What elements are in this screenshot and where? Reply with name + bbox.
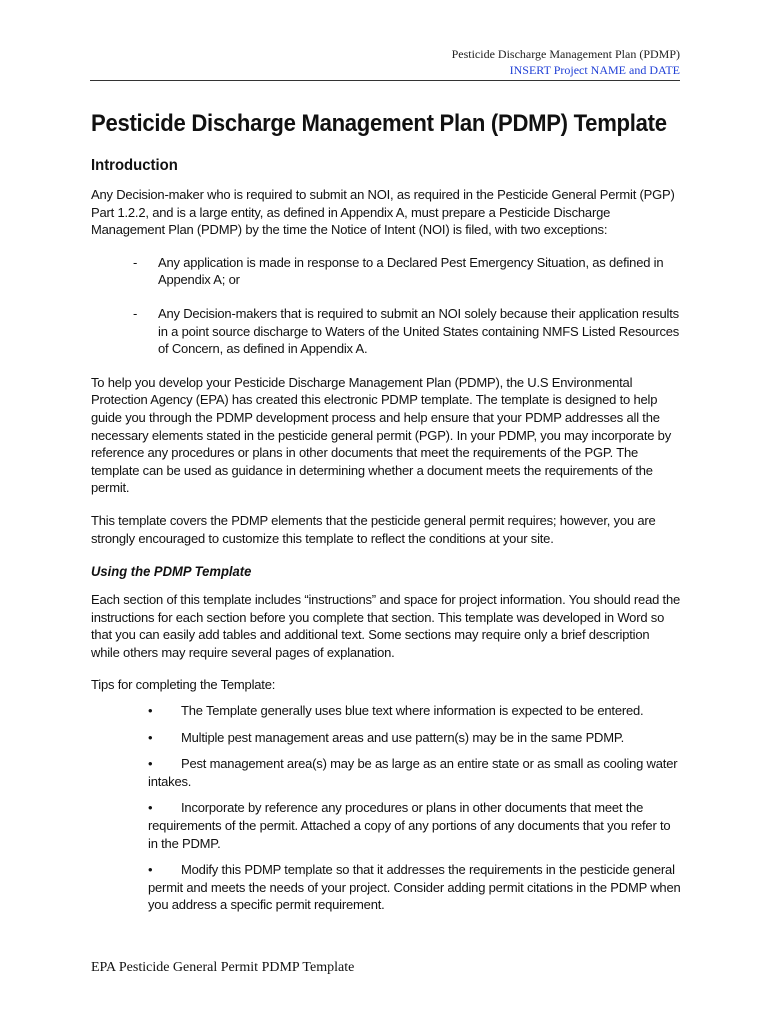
list-item <box>91 254 681 289</box>
bullet-marker: • <box>148 756 153 772</box>
using-template-paragraph: Each section of this template includes “instructions” and space for project information. You should read the instructions for each section before you complete that section. This template was developed in Word so that you can easily add tables and additional text. Some sections may require only a brief description while others may require several pages of explanation. <box>91 592 681 660</box>
template-coverage-paragraph: This template covers the PDMP elements that the pesticide general permit requires; however, you are strongly encouraged to customize this template to reflect the conditions at your site. <box>91 512 656 546</box>
document-body <box>91 106 681 923</box>
exceptions-list <box>91 254 681 358</box>
tips-intro: Tips for completing the Template: <box>91 677 276 693</box>
tip-text: Modify this PDMP template so that it addresses the requirements in the pesticide general permit and meets the needs of your project. Consider adding permit citations in the PDMP when you address a specific permit requirement. <box>148 862 681 913</box>
bullet-marker: • <box>148 729 153 745</box>
exception-text: Any application is made in response to a Declared Pest Emergency Situation, as defined in Appendix A; or <box>158 254 664 288</box>
document-title: Pesticide Discharge Management Plan (PDMP) Template <box>91 110 667 137</box>
header-plan-title: Pesticide Discharge Management Plan (PDMP) <box>451 47 680 61</box>
page-footer: EPA Pesticide General Permit PDMP Template <box>91 960 355 975</box>
template-purpose-paragraph: To help you develop your Pesticide Discharge Management Plan (PDMP), the U.S Environmental Protection Agency (EPA) has created this electronic PDMP template. The template is designed to help guide you through the PDMP development process and help ensure that your PDMP addresses all the necessary elements stated in the pesticide general permit (PGP). In your PDMP, you may incorporate by reference any procedures or plans in other documents that meet the requirements of the PGP. The template can be used as guidance in determining whether a document meets the requirements of the permit. <box>91 374 672 496</box>
running-header <box>452 46 680 78</box>
list-item <box>91 861 681 914</box>
list-item <box>91 729 681 747</box>
list-item <box>91 702 681 720</box>
dash-marker: - <box>133 254 138 270</box>
header-divider <box>90 80 680 81</box>
using-template-heading: Using the PDMP Template <box>91 563 252 580</box>
bullet-marker: • <box>148 800 153 816</box>
exception-text: Any Decision-makers that is required to submit an NOI solely because their application results in a point source discharge to Waters of the United States containing NMFS Listed Resources of Concern, as defined in Appendix A. <box>158 305 680 357</box>
introduction-heading: Introduction <box>91 157 178 174</box>
list-item <box>91 305 681 358</box>
list-item <box>91 755 681 790</box>
bullet-marker: • <box>148 703 153 719</box>
tips-list <box>91 702 681 914</box>
tip-text: Incorporate by reference any procedures or plans in other documents that meet the requirements of the permit. Attached a copy of any portions of any documents that you refer to in the PDMP. <box>148 800 671 851</box>
dash-marker: - <box>133 305 138 321</box>
tip-text: Multiple pest management areas and use pattern(s) may be in the same PDMP. <box>181 729 625 745</box>
introduction-paragraph: Any Decision-maker who is required to submit an NOI, as required in the Pesticide General Permit (PGP) Part 1.2.2, and is a large entity, as defined in Appendix A, must prepare a Pesticide Discharge Management Plan (PDMP) by the time the Notice of Intent (NOI) is filed, with two exceptions: <box>91 187 675 238</box>
tip-text: The Template generally uses blue text where information is expected to be entered. <box>181 703 644 719</box>
bullet-marker: • <box>148 862 153 878</box>
header-project-placeholder[interactable]: INSERT Project NAME and DATE <box>509 63 680 77</box>
tip-text: Pest management area(s) may be as large as an entire state or as small as cooling water intakes. <box>148 756 678 789</box>
list-item <box>91 799 681 852</box>
